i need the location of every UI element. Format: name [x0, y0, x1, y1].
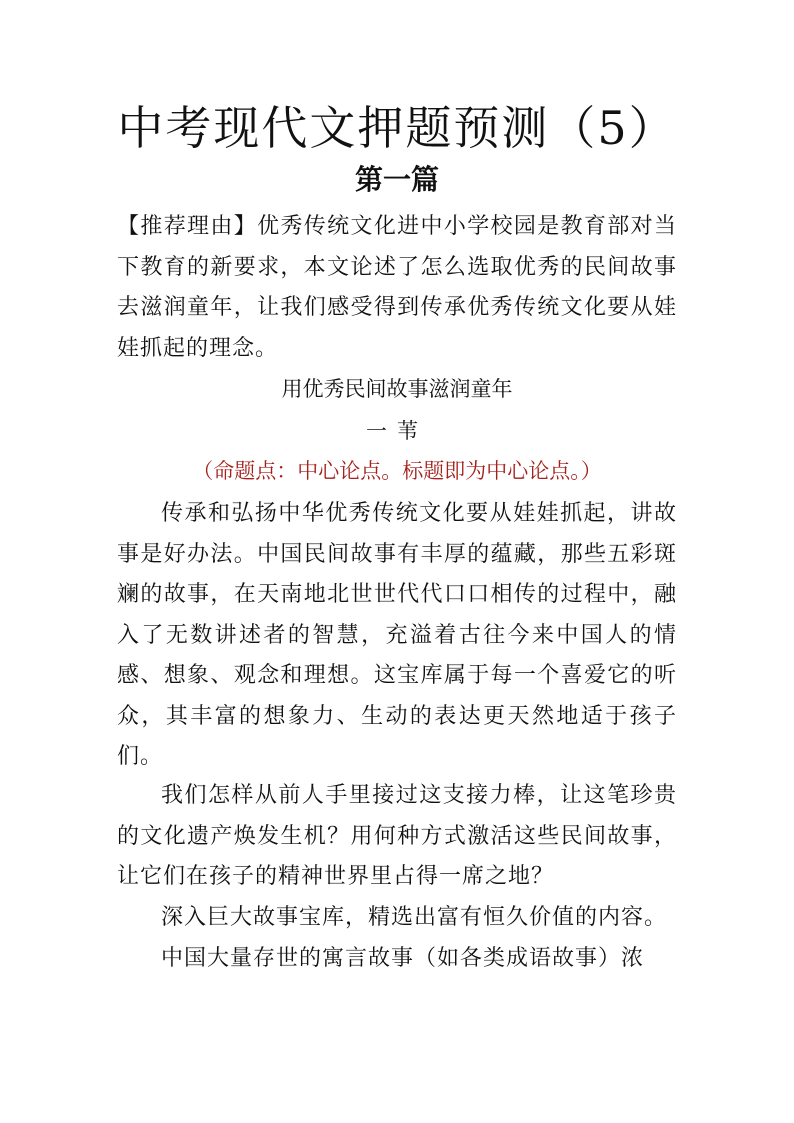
main-title: 中考现代文押题预测（5）: [117, 101, 677, 155]
exam-point-note: （命题点：中心论点。标题即为中心论点。）: [192, 459, 602, 483]
article-title: 用优秀民间故事滋润童年: [281, 377, 513, 401]
recommendation-paragraph: [117, 207, 677, 369]
section-title: 第一篇: [354, 163, 439, 196]
recommendation-text: 优秀传统文化进中小学校园是教育部对当下教育的新要求，本文论述了怎么选取优秀的民间故事去滋润童年，让我们感受得到传承优秀传统文化要从娃娃抓起的理念。: [117, 214, 677, 361]
recommendation-tag: 【推荐理由】: [117, 214, 258, 239]
body-paragraph-3: 深入巨大故事宝库，精选出富有恒久价值的内容。: [161, 905, 668, 930]
body-paragraph-1: 传承和弘扬中华优秀传统文化要从娃娃抓起，讲故事是好办法。中国民间故事有丰厚的蕴藏，那些五彩斑斓的故事，在天南地北世世代代口口相传的过程中，融入了无数讲述者的智慧，充溢着古往今来中国人的情感、想象、观念和理想。这宝库属于每一个喜爱它的听众，其丰富的想象力、生动的表达更天然地适于孩子们。: [117, 501, 677, 769]
body-paragraph-4: 中国大量存世的寓言故事（如各类成语故事）浓: [161, 946, 645, 971]
body-paragraph-2: 我们怎样从前人手里接过这支接力棒，让这笔珍贵的文化遗产焕发生机？用何种方式激活这些民间故事，让它们在孩子的精神世界里占得一席之地？: [117, 783, 677, 889]
article-author: 一苇: [366, 419, 428, 443]
